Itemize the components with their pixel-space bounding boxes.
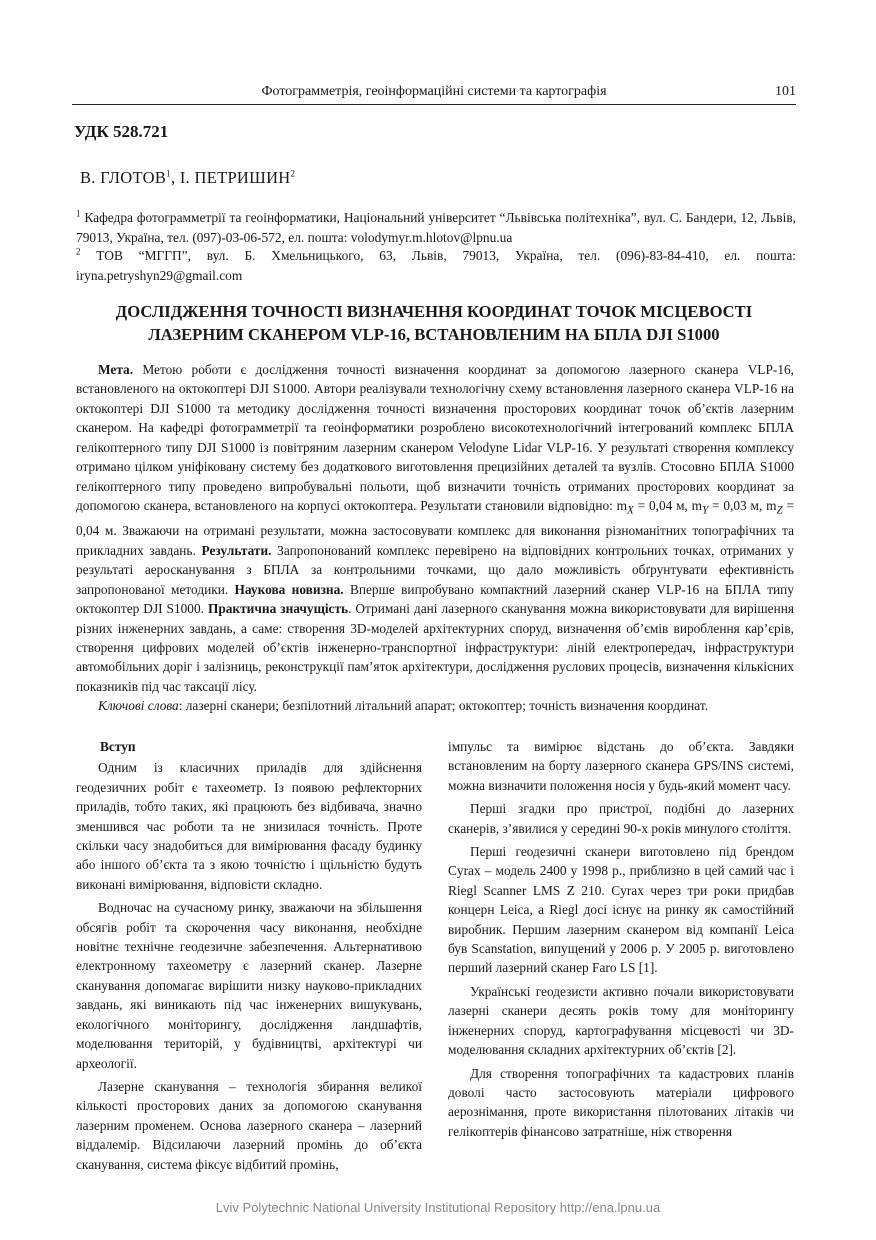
author-name: І. ПЕТРИШИН: [179, 168, 291, 187]
results-label: Результати.: [201, 542, 272, 558]
body-paragraph: Лазерне сканування – технологія збирання великої кількості просторових даних за допомогою сканування лазерним променем. Основа лазерного сканера – лазерний віддалемір. Відсилаючи лазерний промінь до об’єкта сканування, система фіксує відбитий промінь,: [76, 1078, 422, 1172]
abstract: [76, 360, 794, 716]
affiliation-1: [76, 208, 796, 247]
results-text: Запропонований комплекс перевірено на відповідних контрольних точках, отриманих у результаті аеросканування з БПЛА за контрольними точками, що дало можливість обґрунтувати ефективність запропонованої методики.: [76, 542, 794, 597]
affiliation-text: Кафедра фотограмметрії та геоінформатики, Національний університет “Львівська політехніка”, вул. С. Бандери, 12, Львів, 79013, Україна, тел. (097)-03-06-572, ел. пошта: volodymyr.m.hlotov@lpnu.ua: [76, 210, 796, 245]
title-line: ДОСЛІДЖЕННЯ ТОЧНОСТІ ВИЗНАЧЕННЯ КООРДИНАТ ТОЧОК МІСЦЕВОСТІ: [115, 302, 753, 321]
novelty-text: Вперше випробувано компактний лазерний сканер VLP-16 на БПЛА типу октокоптер DJI S1000.: [76, 581, 794, 617]
paper-title: [76, 300, 792, 346]
body-paragraph: Перші згадки про пристрої, подібні до лазерних сканерів, з’явилися у середині 90-х років минулого століття.: [448, 801, 794, 836]
goal-text: Метою роботи є дослідження точності визначення координат за допомогою лазерного сканера VLP-16, встановленого на октокоптері DJI S1000. Автори реалізували технологічну схему встановлення лазерного сканера VLP-16 на октокоптері DJI S1000 та методику дослідження точності визначення просторових координат точок об’єктів лазерним сканером. На кафедрі фотограмметрії та геоінформатики розроблено високотехнологічний інтегрований комплекс БПЛА гелікоптерного типу DJI S1000 із повітряним лазерним сканером Velodyne Lidar VLP-16. У результаті створення комплексу отримано цілком уніфіковану систему без додаткового виготовлення прецизійних деталей та вузлів. Стосовно БПЛА S1000 гелікоптерного типу проведено випробувальні польоти, щоб визначити точність отриманих просторових координат за допомогою сканера, встановленого на корпусі октокоптера. Результати становили відповідно: m: [76, 362, 794, 514]
practical-label: Практична значущість: [207, 601, 349, 617]
my-subscript: Y: [702, 504, 709, 517]
affiliation-marker: 2: [290, 168, 296, 179]
goal-label: Мета.: [98, 362, 134, 377]
novelty-label: Наукова новизна.: [234, 581, 344, 597]
keywords: [76, 696, 794, 715]
author-name: В. ГЛОТОВ: [80, 168, 167, 187]
mz-value: = 0,04 м. Зважаючи на отримані результати, можна застосовувати комплекс для виконання різноманітних топографічних та прикладних завдань.: [76, 498, 794, 558]
authors-line: [80, 166, 295, 190]
body-paragraph: Одним із класичних приладів для здійснення геодезичних робіт є тахеометр. Із появою рефлекторних приладів, тобто таких, які працюють без відбивача, значно зменшився час роботи та не знизилася точність. Проте скільки часу знадобиться для вимірювання фасаду будинку або іншого об’єкта та з якою точністю і щільністю будуть виконані вимірювання, відповісти складно.: [76, 760, 422, 892]
affiliation-marker: 1: [76, 208, 81, 219]
running-header: [72, 82, 796, 105]
section-title: Вступ: [100, 739, 136, 754]
journal-title: Фотограмметрія, геоінформаційні системи та картографія: [261, 84, 607, 99]
right-column: [448, 737, 794, 1145]
page-number: 101: [775, 84, 796, 99]
my-value: = 0,03 м, m: [708, 498, 777, 514]
repository-footer: Lviv Polytechnic National University Institutional Repository http://ena.lpnu.ua: [215, 1200, 661, 1215]
abstract-paragraph: [76, 360, 794, 696]
affiliation-2: [76, 246, 796, 285]
keywords-label: Ключові слова: [98, 698, 179, 714]
practical-text: . Отримані дані лазерного сканування можна використовувати для вирішення різних інженерних завдань, а саме: створення 3D-моделей архітектурних споруд, визначення об’ємів вироблення кар’єрів, створення цифрових моделей об’єктів інженерно-транспортної інфраструктури: ліній електропередач, інфраструктури автомобільних доріг і залізниць, реконструкції пам’яток архітектури, дослідження руслових процесів, визначення кількісних показників під час таксації лісу.: [76, 601, 794, 694]
udk-code: УДК 528.721: [74, 122, 169, 141]
affiliation-text: ТОВ “МГГП”, вул. Б. Хмельницького, 63, Львів, 79013, Україна, тел. (096)-83-84-410, ел. пошта: iryna.petryshyn29@gmail.com: [76, 248, 796, 283]
keywords-text: : лазерні сканери; безпілотний літальний апарат; октокоптер; точність визначення координат.: [178, 698, 709, 714]
mx-subscript: X: [627, 504, 634, 517]
body-paragraph: Українські геодезисти активно почали використовувати лазерні сканери десять років тому для моніторингу інженерних споруд, картографування місцевості чи 3D-моделювання складних архітектурних об’єктів [2].: [448, 983, 794, 1058]
affiliation-marker: 2: [76, 246, 81, 257]
affiliation-marker: 1: [166, 168, 171, 179]
mx-value: = 0,04 м, m: [633, 498, 703, 514]
title-line: ЛАЗЕРНИМ СКАНЕРОМ VLP-16, ВСТАНОВЛЕНИМ НА БПЛА DJI S1000: [148, 325, 720, 344]
body-paragraph: Перші геодезичні сканери виготовлено під брендом Cyrax – модель 2400 у 1998 р., приблизно в цей самий час і Riegl Scanner LMS Z 210. Cyrax через три роки придбав концерн Leica, а Riegl досі існує на ринку як самостійний виробник. Першим лазерним сканером від компанії Leica був Scanstation, випущений у 2006 р. У 2005 р. виготовлено перший лазерний сканер Faro LS [1].: [448, 844, 794, 976]
mz-subscript: Z: [776, 504, 783, 517]
left-column: [76, 737, 422, 1178]
author-separator: ,: [170, 168, 180, 187]
body-paragraph: Водночас на сучасному ринку, зважаючи на збільшення обсягів робіт та скорочення часу виконання, необхідне новітнє технічне геодезичне забезпечення. Альтернативою електронному тахеометру є лазерний сканер. Лазерне сканування допомагає вирішити низку науково-прикладних завдань, які виникають під час інженерних вишукувань, екологічного моніторингу, дослідження ландшафтів, моделювання територій, у будівництві, архітектурі чи археології.: [76, 900, 422, 1071]
body-paragraph: імпульс та вимірює відстань до об’єкта. Завдяки встановленим на борту лазерного сканера GPS/INS системі, можна визначити положення носія у будь-який момент часу.: [448, 739, 794, 793]
body-paragraph: Для створення топографічних та кадастрових планів доволі часто застосовують матеріали цифрового аерознімання, проте використання пілотованих літаків чи гелікоптерів фінансово затратніше, ніж створення: [448, 1065, 794, 1139]
